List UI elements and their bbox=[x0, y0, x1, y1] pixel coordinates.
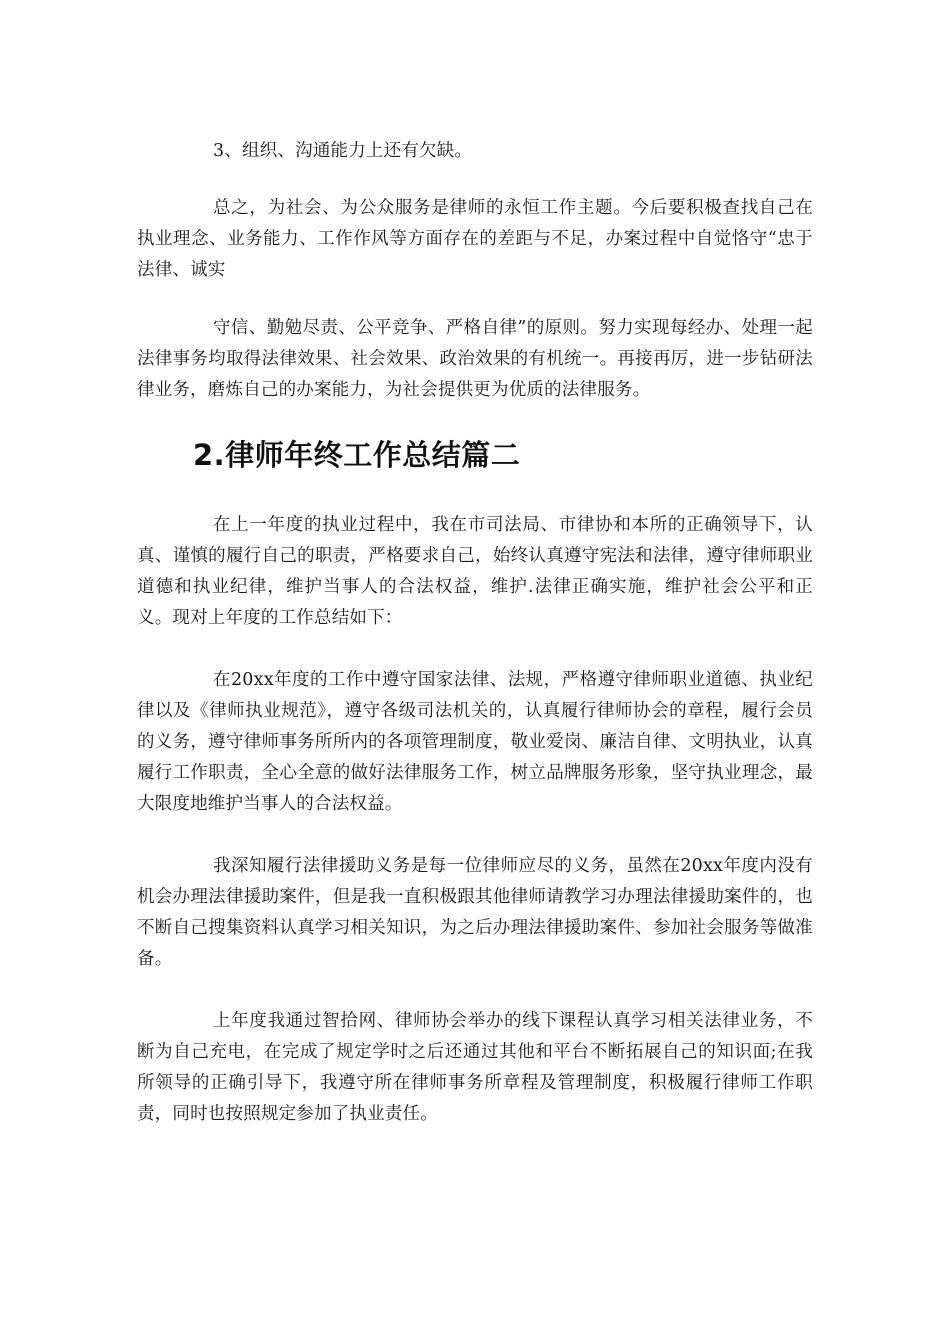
paragraph-summary: 总之，为社会、为公众服务是律师的永恒工作主题。今后要积极查找自己在执业理念、业务能力、工作作风等方面存在的差距与不足，办案过程中自觉恪守“忠于法律、诚实 bbox=[137, 198, 813, 280]
paragraph-intro: 在上一年度的执业过程中，我在市司法局、市律协和本所的正确领导下，认真、谨慎的履行自己的职责，严格要求自己，始终认真遵守宪法和法律，遵守律师职业道德和执业纪律，维护当事人的合法权益，维护.法律正确实施，维护社会公平和正义。现对上年度的工作总结如下： bbox=[137, 515, 813, 628]
paragraph-ability-gap: 3、组织、沟通能力上还有欠缺。 bbox=[213, 141, 473, 161]
paragraph-legal-aid: 我深知履行法律援助义务是每一位律师应尽的义务，虽然在20xx年度内没有机会办理法律援助案件，但是我一直积极跟其他律师请教学习办理法律援助案件的，也不断自己搜集资料认真学习相关知识，为之后办理法律援助案件、参加社会服务等做准备。 bbox=[137, 856, 813, 969]
paragraph-compliance: 在20xx年度的工作中遵守国家法律、法规，严格遵守律师职业道德、执业纪律以及《律师执业规范》，遵守各级司法机关的，认真履行律师协会的章程，履行会员的义务，遵守律师事务所所内的各项管理制度，敬业爱岗、廉洁自律、文明执业，认真履行工作职责，全心全意的做好法律服务工作，树立品牌服务形象，坚守执业理念，最大限度地维护当事人的合法权益。 bbox=[137, 670, 813, 814]
paragraph-study: 上年度我通过智拾网、律师协会举办的线下课程认真学习相关法律业务，不断为自己充电，在完成了规定学时之后还通过其他和平台不断拓展自己的知识面;在我所领导的正确引导下，我遵守所在律师事务所章程及管理制度，积极履行律师工作职责，同时也按照规定参加了执业责任。 bbox=[137, 1011, 813, 1124]
section-heading: 2.律师年终工作总结篇二 bbox=[193, 438, 521, 472]
paragraph-principles: 守信、勤勉尽责、公平竞争、严格自律”的原则。努力实现每经办、处理一起法律事务均取得法律效果、社会效果、政治效果的有机统一。再接再厉，进一步钻研法律业务，磨炼自己的办案能力，为社会提供更为优质的法律服务。 bbox=[137, 318, 813, 400]
